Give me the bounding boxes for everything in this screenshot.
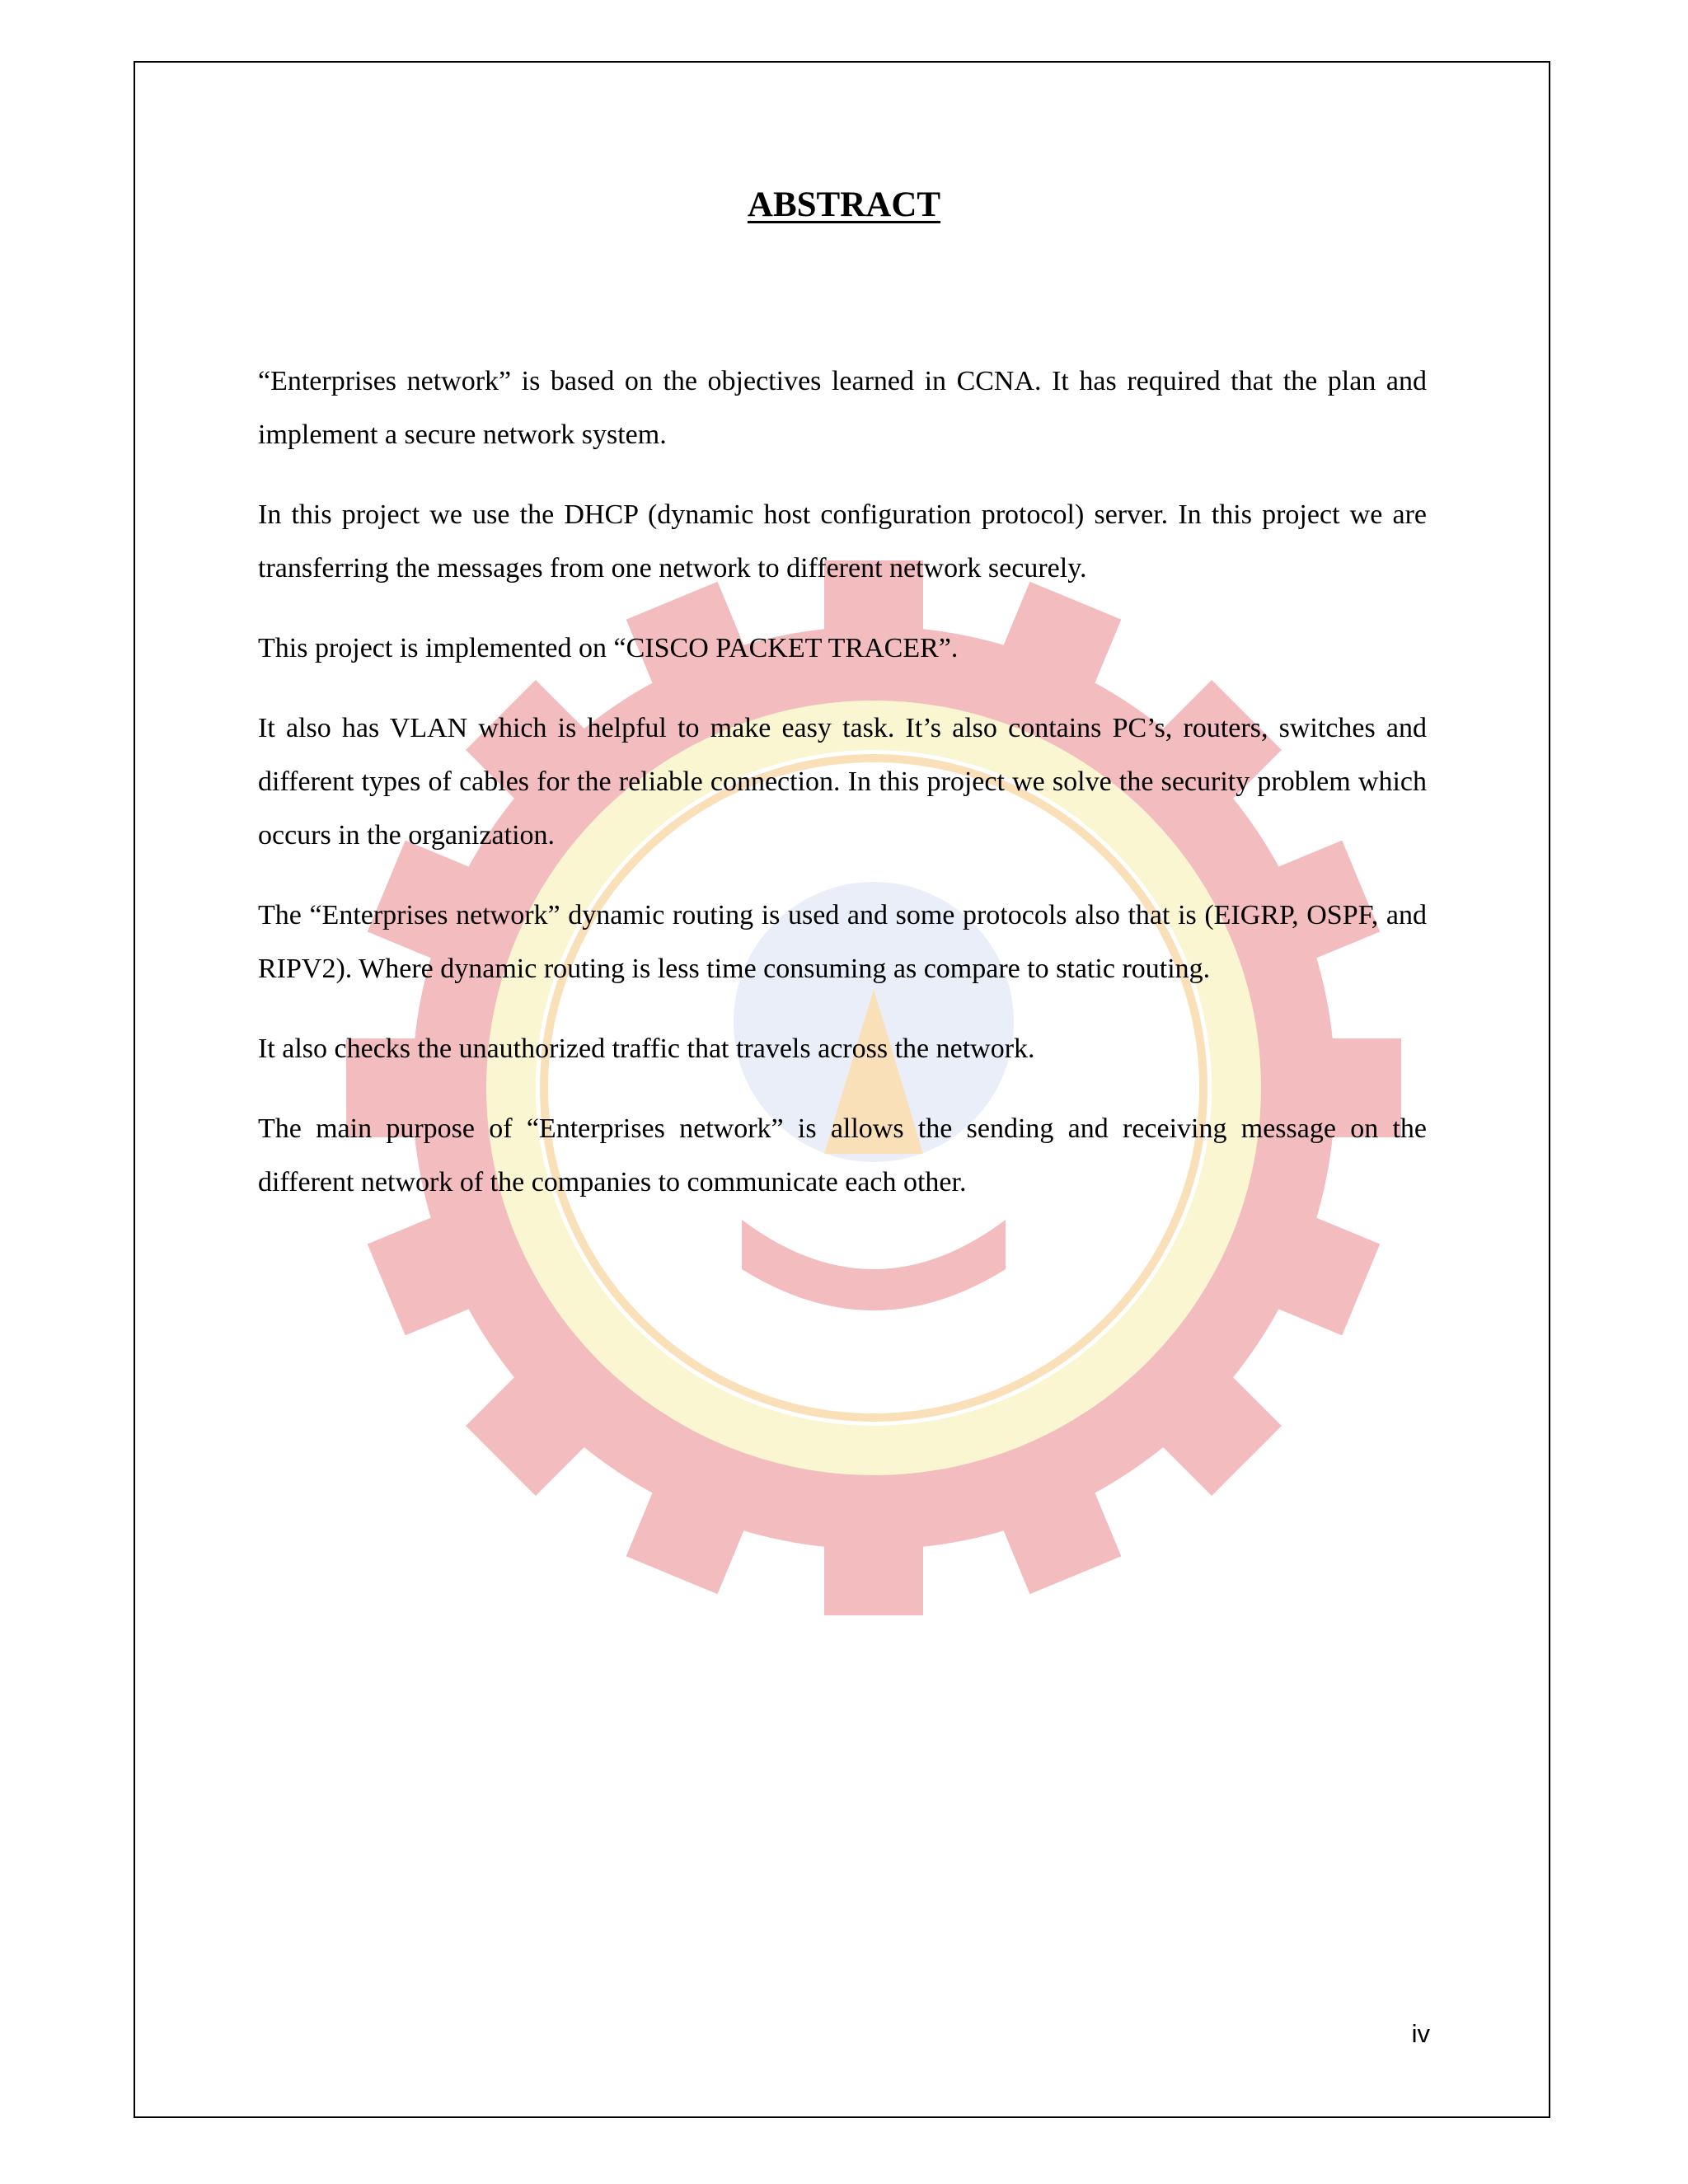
paragraph: It also has VLAN which is helpful to make easy task. It’s also contains PC’s, routers, switches and different types of cables for the reliable connection. In this project we solve the security problem which occurs in the organization. <box>258 713 1427 851</box>
abstract-body <box>258 354 1427 1235</box>
paragraph: The main purpose of “Enterprises network” is allows the sending and receiving message on the different network of the companies to communicate each other. <box>258 1113 1427 1197</box>
paragraph: This project is implemented on “CISCO PACKET TRACER”. <box>258 633 959 663</box>
page-title: ABSTRACT <box>747 185 941 224</box>
paragraph: “Enterprises network” is based on the objectives learned in CCNA. It has required that the plan and implement a secure network system. <box>258 366 1427 450</box>
page-number: iv <box>1411 2019 1430 2048</box>
paragraph: In this project we use the DHCP (dynamic host configuration protocol) server. In this project we are transferring the messages from one network to different network securely. <box>258 499 1427 583</box>
paragraph: The “Enterprises network” dynamic routing is used and some protocols also that is (EIGRP, OSPF, and RIPV2). Where dynamic routing is less time consuming as compare to static routing. <box>258 900 1427 984</box>
paragraph: It also checks the unauthorized traffic that travels across the network. <box>258 1033 1035 1064</box>
